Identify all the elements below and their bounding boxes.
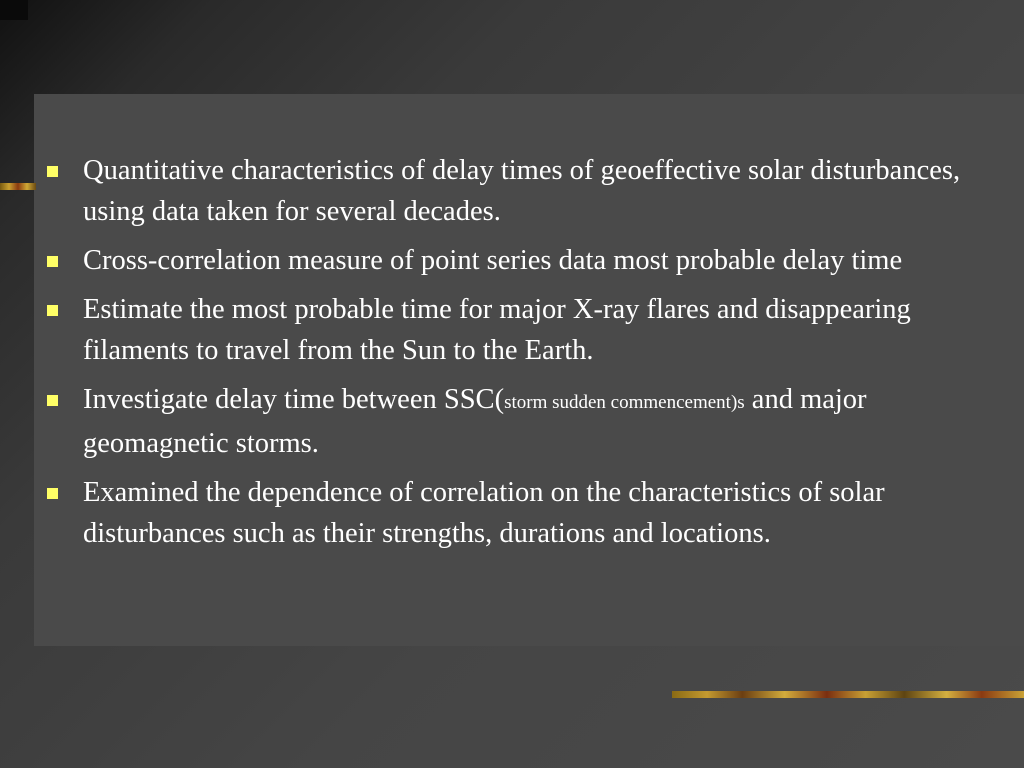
square-bullet-icon bbox=[47, 488, 58, 499]
square-bullet-icon bbox=[47, 256, 58, 267]
corner-decoration bbox=[0, 0, 28, 20]
bullet-text-part: and major geomagnetic storms. bbox=[83, 384, 867, 459]
bullet-item bbox=[46, 472, 986, 554]
bullet-text: Examined the dependence of correlation on the characteristics of solar disturbances such as their strengths, durations and locations. bbox=[83, 477, 885, 549]
bullet-text: Cross-correlation measure of point series data most probable delay time bbox=[83, 245, 903, 276]
bullet-text-small: storm sudden commencement)s bbox=[504, 392, 745, 413]
square-bullet-icon bbox=[47, 166, 58, 177]
bullet-item bbox=[46, 379, 986, 464]
bullet-text: Quantitative characteristics of delay times of geoeffective solar disturbances, using data taken for several decades. bbox=[83, 155, 961, 227]
bullet-text-part: Investigate delay time between SSC( bbox=[83, 384, 505, 415]
bullet-text: Estimate the most probable time for major X-ray flares and disappearing filaments to travel from the Sun to the Earth. bbox=[83, 294, 911, 366]
square-bullet-icon bbox=[47, 395, 58, 406]
bullet-list bbox=[46, 150, 986, 562]
bullet-item bbox=[46, 289, 986, 371]
bottom-decorative-stripe bbox=[672, 691, 1024, 698]
bullet-item bbox=[46, 150, 986, 232]
square-bullet-icon bbox=[47, 305, 58, 316]
bullet-text bbox=[83, 384, 867, 459]
left-decorative-stripe bbox=[0, 183, 36, 190]
bullet-item bbox=[46, 240, 986, 281]
